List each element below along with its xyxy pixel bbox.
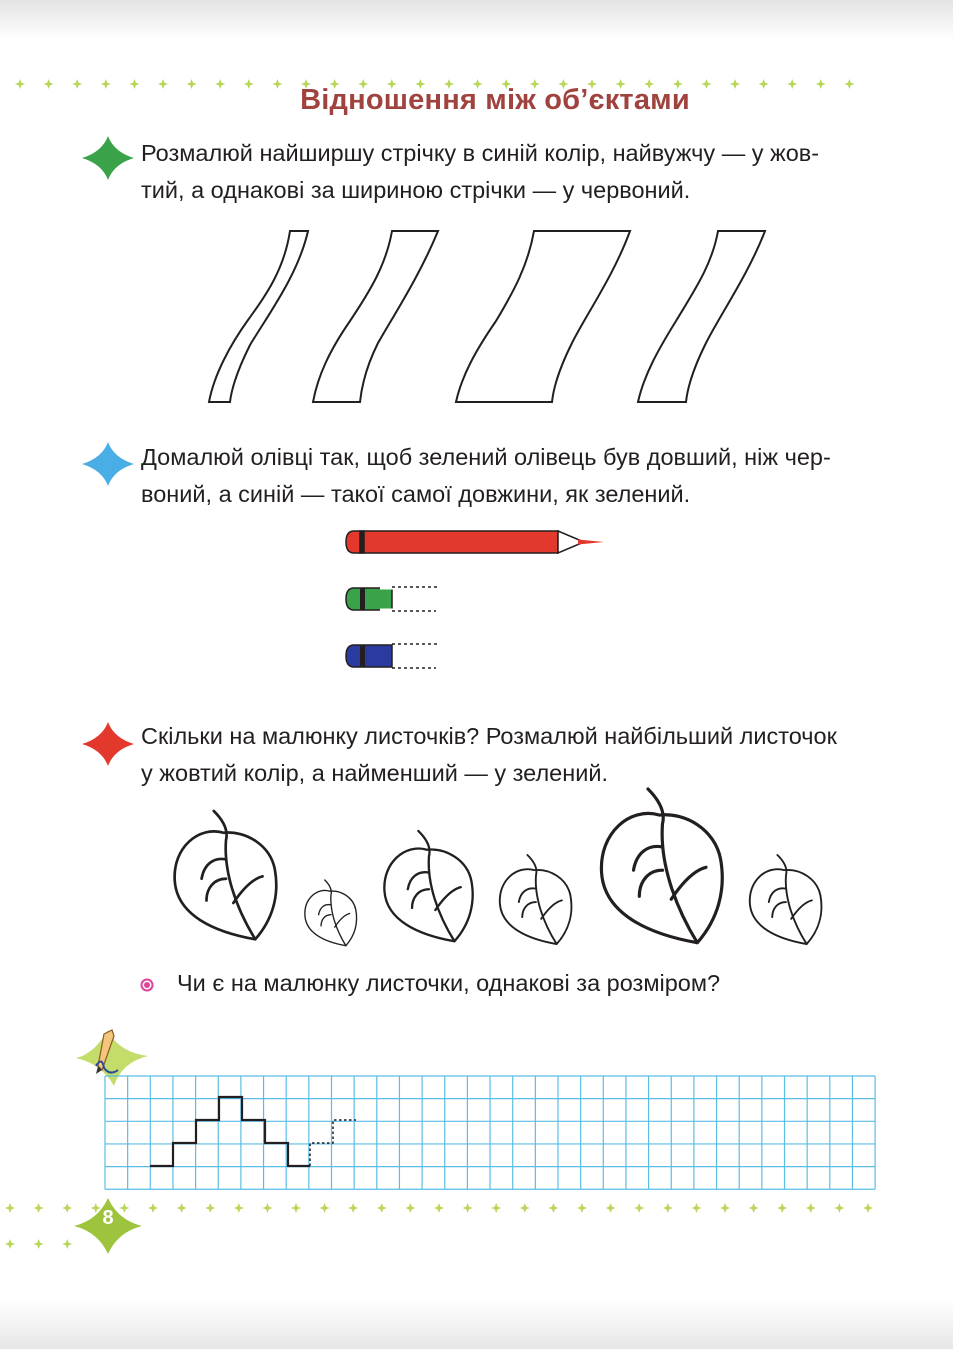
blue-pencil-stub (346, 644, 440, 668)
task2-text (141, 439, 883, 513)
decor-star (34, 1203, 44, 1213)
decor-star (62, 1203, 72, 1213)
decor-star (148, 1203, 158, 1213)
decor-star (34, 1239, 44, 1249)
writing-grid (100, 1070, 885, 1194)
decor-star (634, 1203, 644, 1213)
decor-star (377, 1203, 387, 1213)
pattern-dotted (310, 1120, 356, 1166)
task3-line2: у жовтий колір, а найменший — у зелений. (141, 760, 609, 786)
task3-line1: Скільки на малюнку листочків? Розмалюй найбільший листочок (141, 723, 837, 749)
leaf-3 (384, 831, 472, 941)
leaf-1 (175, 811, 277, 939)
decor-star (806, 1203, 816, 1213)
leaves-illustration (150, 785, 840, 955)
pencils-illustration (340, 522, 620, 682)
question-bullet (139, 977, 155, 993)
task1-text (141, 135, 883, 209)
red-pencil (346, 531, 604, 553)
decor-star (663, 1203, 673, 1213)
task2-diamond-marker (80, 440, 136, 488)
page-number: 8 (102, 1207, 114, 1229)
leaf-5 (601, 789, 722, 943)
task3-diamond-marker (80, 720, 136, 768)
green-pencil-stub (346, 587, 440, 611)
decor-star (691, 1203, 701, 1213)
decor-star (234, 1203, 244, 1213)
decor-star (291, 1203, 301, 1213)
task1-diamond-marker (80, 134, 136, 182)
decor-star (5, 1239, 15, 1249)
decor-star (320, 1203, 330, 1213)
decor-star (405, 1203, 415, 1213)
decor-star (463, 1203, 473, 1213)
decor-star (863, 1203, 873, 1213)
leaf-4 (500, 855, 572, 944)
ribbon-2 (313, 231, 438, 402)
task1-line1: Розмалюй найширшу стрічку в синій колір, найвужчу — у жов- (141, 140, 820, 166)
decor-star (205, 1203, 215, 1213)
task2-line1: Домалюй олівці так, щоб зелений олівець був довший, ніж чер- (141, 444, 831, 470)
decor-star (834, 1203, 844, 1213)
decor-star (720, 1203, 730, 1213)
ribbon-4 (638, 231, 765, 402)
page-title: Відношення між об’єктами (300, 84, 690, 116)
decor-star (262, 1203, 272, 1213)
ribbon-3 (456, 231, 630, 402)
decor-star (5, 1203, 15, 1213)
decor-star (177, 1203, 187, 1213)
ribbon-1 (209, 231, 308, 402)
ribbons-illustration (200, 225, 780, 410)
leaf-2 (305, 880, 357, 946)
task1-line2: тий, а однакові за шириною стрічки — у червоний. (141, 177, 691, 203)
decor-star (348, 1203, 358, 1213)
decor-star (606, 1203, 616, 1213)
decor-star (548, 1203, 558, 1213)
decor-star (520, 1203, 530, 1213)
task3-text (141, 718, 883, 792)
task2-line2: воний, а синій — такої самої довжини, як зелений. (141, 481, 691, 507)
decor-star (777, 1203, 787, 1213)
decor-star (491, 1203, 501, 1213)
question-text: Чи є на малюнку листочки, однакові за розміром? (177, 970, 721, 996)
decor-star (434, 1203, 444, 1213)
leaf-6 (750, 855, 822, 944)
decor-star (749, 1203, 759, 1213)
decor-star (62, 1239, 72, 1249)
decor-star (577, 1203, 587, 1213)
